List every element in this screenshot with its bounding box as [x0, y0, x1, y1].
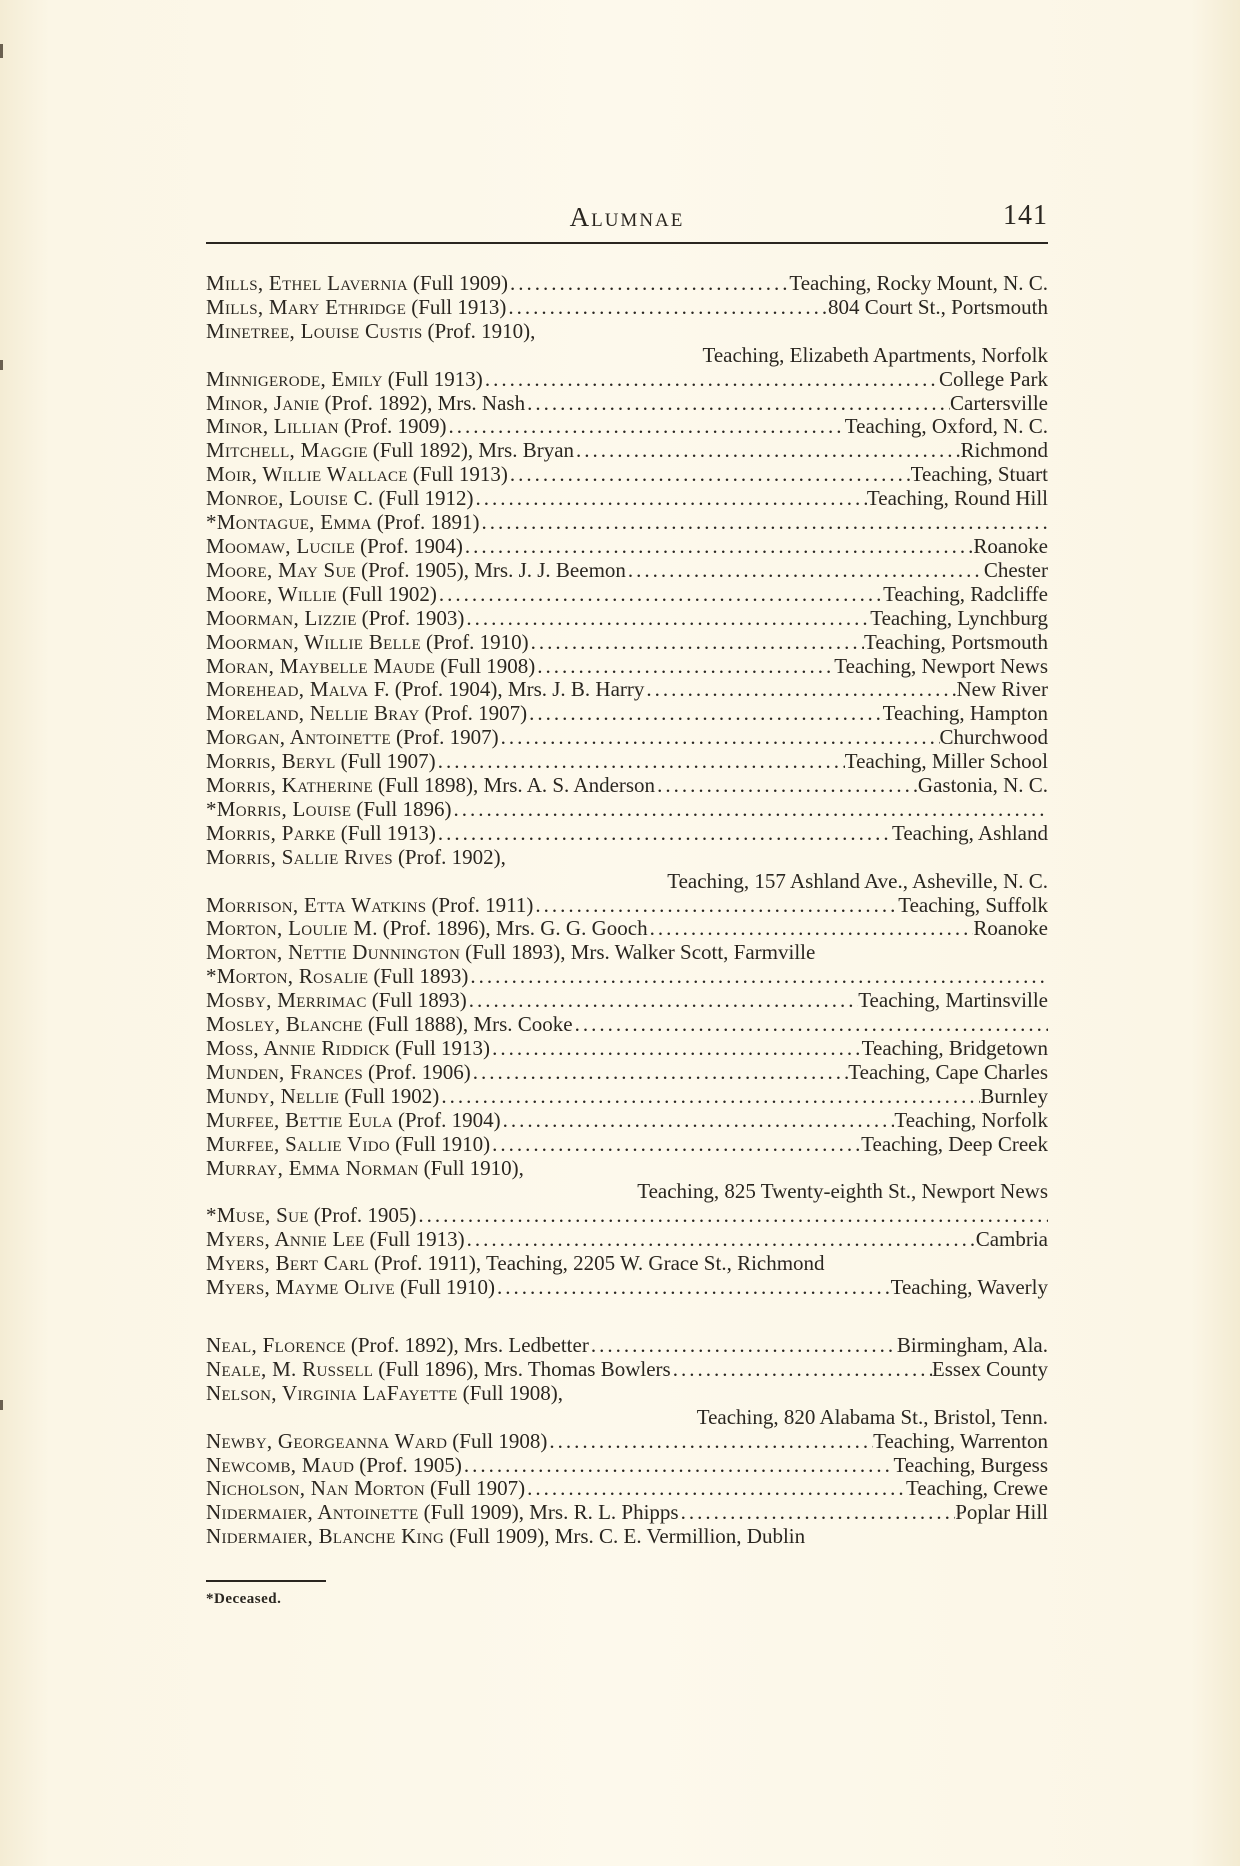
- entry-destination: Cartersville: [950, 391, 1048, 415]
- dot-leader: [451, 798, 1048, 822]
- entry-line: [206, 750, 1048, 774]
- entry-line: [206, 822, 1048, 846]
- list-item: [206, 774, 1048, 798]
- entry-info: (Prof. 1909): [343, 415, 447, 439]
- entry-line: [206, 392, 1048, 416]
- dot-leader: [574, 439, 960, 463]
- dot-leader: [436, 750, 845, 774]
- entry-line: [206, 1037, 1048, 1061]
- entry-name: Morris, Beryl: [206, 750, 336, 774]
- entry-line: [206, 368, 1048, 392]
- entry-destination: Teaching, Oxford, N. C.: [844, 415, 1048, 439]
- dot-leader: [529, 631, 864, 655]
- entry-info: (Full 1902): [344, 1084, 440, 1108]
- entry-line: [206, 1228, 1048, 1252]
- entry-info: (Full 1908),: [462, 1381, 563, 1405]
- list-item: [206, 368, 1048, 392]
- binding-mark: [0, 360, 3, 370]
- entry-info: (Full 1910): [399, 1276, 496, 1300]
- entry-name: Moorman, Lizzie: [206, 606, 357, 630]
- entry-info: (Prof. 1911): [431, 893, 534, 917]
- list-item: [206, 1252, 1048, 1276]
- list-item: [206, 1013, 1048, 1037]
- list-item: [206, 1477, 1048, 1501]
- list-item: [206, 989, 1048, 1013]
- entry-name: Neale, M. Russell: [206, 1357, 374, 1381]
- entry-info: (Full 1913): [412, 463, 508, 487]
- entry-line: [206, 1276, 1048, 1300]
- entry-destination: Teaching, Warrenton: [873, 1429, 1048, 1453]
- entry-line: [206, 1382, 1048, 1406]
- entry-name: Murray, Emma Norman: [206, 1156, 419, 1180]
- list-item: [206, 1085, 1048, 1109]
- entry-info: (Full 1913): [411, 295, 507, 319]
- entry-name: *Muse, Sue: [206, 1204, 309, 1228]
- entry-destination: Birmingham, Ala.: [896, 1333, 1048, 1357]
- entry-name: Munden, Frances: [206, 1060, 364, 1084]
- entry-line: [206, 1430, 1048, 1454]
- entry-info: (Prof. 1911), Teaching, 2205 W. Grace St., Richmond: [374, 1252, 825, 1276]
- entry-destination: Teaching, Suffolk: [898, 893, 1048, 917]
- entry-name: Nicholson, Nan Morton: [206, 1477, 426, 1501]
- list-item: [206, 1109, 1048, 1133]
- entry-name: Nidermaier, Antoinette: [206, 1501, 419, 1525]
- entry-line: [206, 702, 1048, 726]
- running-title: Alumnae: [569, 202, 685, 232]
- entry-info: (Full 1913): [369, 1228, 465, 1252]
- list-item: [206, 1382, 1048, 1430]
- list-item: [206, 439, 1048, 463]
- entry-line: [206, 583, 1048, 607]
- entry-name: Morton, Loulie M.: [206, 917, 378, 941]
- entry-name: Moreland, Nellie Bray: [206, 702, 420, 726]
- entry-info: (Full 1896): [356, 797, 452, 821]
- dot-leader: [501, 1109, 895, 1133]
- dot-leader: [479, 511, 1048, 535]
- entry-line: [206, 320, 1048, 344]
- entry-info: (Prof. 1903): [361, 606, 465, 630]
- entry-destination: Burnley: [980, 1084, 1048, 1108]
- alumnae-list: [206, 272, 1048, 1549]
- entry-destination: Teaching, Deep Creek: [861, 1132, 1048, 1156]
- entry-info: (Full 1893): [373, 965, 469, 989]
- list-item: [206, 631, 1048, 655]
- dot-leader: [506, 296, 828, 320]
- entry-info: (Prof. 1902),: [397, 845, 506, 869]
- list-item: [206, 1228, 1048, 1252]
- entry-name: Moomaw, Lucile: [206, 534, 356, 558]
- entry-continuation: Teaching, 820 Alabama St., Bristol, Tenn.: [696, 1404, 1048, 1429]
- entry-name: Myers, Annie Lee: [206, 1228, 365, 1252]
- entry-line: [206, 678, 1048, 702]
- list-item: [206, 559, 1048, 583]
- entry-destination: Teaching, Ashland: [892, 821, 1048, 845]
- list-item: [206, 702, 1048, 726]
- entry-name: Newby, Georgeanna Ward: [206, 1429, 448, 1453]
- list-item: [206, 1204, 1048, 1228]
- entry-name: Minor, Lillian: [206, 415, 339, 439]
- entry-info: (Full 1896), Mrs. Thomas Bowlers: [378, 1357, 671, 1381]
- list-item: [206, 463, 1048, 487]
- entry-destination: Chester: [983, 558, 1048, 582]
- dot-leader: [644, 678, 956, 702]
- entry-info: (Prof. 1904): [397, 1108, 501, 1132]
- entry-destination: New River: [956, 678, 1048, 702]
- entry-info: (Prof. 1892), Mrs. Nash: [324, 391, 526, 415]
- entry-line: [206, 1334, 1048, 1358]
- entry-destination: Teaching, Waverly: [890, 1276, 1048, 1300]
- entry-line: [206, 798, 1048, 822]
- entry-name: Moorman, Willie Belle: [206, 630, 421, 654]
- entry-destination: Roanoke: [973, 917, 1048, 941]
- entry-info: (Prof. 1904), Mrs. J. B. Harry: [394, 678, 645, 702]
- entry-line: [206, 1454, 1048, 1478]
- binding-mark: [0, 44, 3, 58]
- list-item: [206, 583, 1048, 607]
- page-header: [206, 198, 1048, 244]
- entry-line: [206, 607, 1048, 631]
- list-item: [206, 894, 1048, 918]
- entry-name: *Montague, Emma: [206, 511, 372, 535]
- dot-leader: [671, 1358, 932, 1382]
- list-item: [206, 965, 1048, 989]
- entry-destination: Teaching, Hampton: [882, 702, 1048, 726]
- section-gap: [206, 1300, 1048, 1334]
- list-item: [206, 678, 1048, 702]
- entry-destination: Teaching, Norfolk: [894, 1108, 1048, 1132]
- page-number: 141: [1003, 200, 1048, 231]
- list-item: [206, 415, 1048, 439]
- entry-name: Morris, Katherine: [206, 774, 373, 798]
- entry-destination: Teaching, Miller School: [844, 750, 1048, 774]
- entry-info: (Prof. 1907): [395, 726, 499, 750]
- list-item: [206, 822, 1048, 846]
- dot-leader: [436, 822, 892, 846]
- entry-destination: Churchwood: [939, 726, 1048, 750]
- entry-name: Morrison, Etta Watkins: [206, 893, 427, 917]
- entry-info: (Prof. 1910),: [427, 319, 536, 343]
- entry-destination: College Park: [938, 367, 1048, 391]
- dot-leader: [490, 1133, 861, 1157]
- list-item: [206, 1157, 1048, 1205]
- entry-info: (Full 1913): [394, 1037, 491, 1060]
- list-item: [206, 296, 1048, 320]
- entry-line: [206, 1109, 1048, 1133]
- footnote: *Deceased.: [206, 1591, 282, 1607]
- entry-name: Murfee, Bettie Eula: [206, 1108, 393, 1132]
- entry-info: (Full 1909), Mrs. C. E. Vermillion, Dublin: [449, 1525, 806, 1549]
- entry-info: (Prof. 1892), Mrs. Ledbetter: [350, 1333, 589, 1357]
- entry-line: [206, 439, 1048, 463]
- entry-info: (Full 1907): [340, 750, 436, 774]
- dot-leader: [573, 1013, 1048, 1037]
- entry-line: [206, 941, 1048, 965]
- entry-line: [206, 1501, 1048, 1525]
- entry-info: (Full 1893), Mrs. Walker Scott, Farmville: [465, 941, 816, 965]
- dot-leader: [508, 272, 789, 296]
- entry-info: (Full 1909), Mrs. R. L. Phipps: [423, 1501, 679, 1525]
- entry-name: Mosby, Merrimac: [206, 989, 367, 1013]
- entry-info: (Prof. 1891): [376, 511, 480, 535]
- entry-line: [206, 463, 1048, 487]
- list-item: [206, 1334, 1048, 1358]
- list-item: [206, 798, 1048, 822]
- entry-info: (Full 1913): [387, 367, 483, 391]
- entry-name: Myers, Bert Carl: [206, 1252, 370, 1276]
- entry-info: (Prof. 1905): [359, 1453, 462, 1477]
- entry-destination: Teaching, Lynchburg: [870, 606, 1048, 630]
- entry-line: [206, 846, 1048, 870]
- entry-line: [206, 965, 1048, 989]
- dot-leader: [499, 726, 940, 750]
- entry-info: (Full 1908): [440, 654, 536, 678]
- entry-name: Mills, Mary Ethridge: [206, 295, 407, 319]
- entry-destination: Teaching, Burgess: [893, 1453, 1048, 1477]
- entry-info: (Prof. 1906): [368, 1060, 471, 1084]
- entry-line: [206, 272, 1048, 296]
- entry-line: [206, 631, 1048, 655]
- dot-leader: [679, 1501, 956, 1525]
- list-item: [206, 272, 1048, 296]
- entry-destination: Teaching, Portsmouth: [863, 630, 1048, 654]
- dot-leader: [463, 535, 974, 559]
- dot-leader: [447, 415, 845, 439]
- entry-destination: Teaching, Cape Charles: [848, 1060, 1048, 1084]
- binding-mark: [0, 1400, 3, 1410]
- list-item: [206, 1037, 1048, 1061]
- dot-leader: [490, 1037, 862, 1061]
- list-item: [206, 750, 1048, 774]
- entry-line: [206, 487, 1048, 511]
- entry-destination: 804 Court St., Portsmouth: [828, 295, 1048, 319]
- dot-leader: [533, 894, 898, 918]
- entry-name: Monroe, Louise C.: [206, 487, 374, 511]
- entry-name: Murfee, Sallie Vido: [206, 1132, 391, 1156]
- entry-info: (Prof. 1905), Mrs. J. J. Beemon: [361, 558, 626, 582]
- entry-destination: Gastonia, N. C.: [917, 774, 1048, 798]
- entry-destination: Teaching, Crewe: [906, 1477, 1048, 1501]
- list-item: [206, 1430, 1048, 1454]
- entry-line: [206, 1085, 1048, 1109]
- entry-destination: Richmond: [960, 439, 1048, 463]
- entry-name: *Morton, Rosalie: [206, 965, 369, 989]
- entry-info: (Full 1888), Mrs. Cooke: [367, 1013, 573, 1037]
- entry-info: (Full 1902): [341, 582, 437, 606]
- entry-info: (Full 1907): [430, 1477, 526, 1501]
- dot-leader: [462, 1454, 894, 1478]
- list-item: [206, 726, 1048, 750]
- entry-line: [206, 1477, 1048, 1501]
- entry-destination: Cambria: [975, 1228, 1048, 1252]
- list-item: [206, 1358, 1048, 1382]
- entry-destination: Roanoke: [973, 534, 1048, 558]
- dot-leader: [464, 607, 870, 631]
- entry-info: (Full 1910): [395, 1132, 491, 1156]
- entry-name: Morton, Nettie Dunnington: [206, 941, 461, 965]
- dot-leader: [467, 989, 858, 1013]
- dot-leader: [471, 1061, 849, 1085]
- entry-info: (Prof. 1904): [360, 534, 463, 558]
- entry-name: Mitchell, Maggie: [206, 439, 368, 463]
- dot-leader: [648, 917, 974, 941]
- entry-line: [206, 1133, 1048, 1157]
- entry-line: [206, 655, 1048, 679]
- entry-info: (Full 1913): [340, 821, 436, 845]
- entry-destination: Teaching, Newport News: [834, 654, 1048, 678]
- entry-line: [206, 1013, 1048, 1037]
- entry-line: [206, 1358, 1048, 1382]
- list-item: [206, 607, 1048, 631]
- dot-leader: [547, 1430, 873, 1454]
- entry-info: (Full 1908): [452, 1429, 548, 1453]
- dot-leader: [508, 463, 911, 487]
- entry-line: [206, 774, 1048, 798]
- list-item: [206, 917, 1048, 941]
- entry-name: Newcomb, Maud: [206, 1453, 355, 1477]
- entry-line: [206, 726, 1048, 750]
- entry-line: [206, 511, 1048, 535]
- dot-leader: [535, 655, 834, 679]
- entry-name: Mundy, Nellie: [206, 1084, 340, 1108]
- dot-leader: [589, 1334, 897, 1358]
- entry-continuation: Teaching, 157 Ashland Ave., Asheville, N. C.: [667, 868, 1048, 893]
- dot-leader: [439, 1085, 980, 1109]
- entry-info: (Full 1909): [412, 272, 509, 295]
- entry-destination: Essex County: [931, 1357, 1048, 1381]
- dot-leader: [483, 368, 939, 392]
- entry-name: Nidermaier, Blanche King: [206, 1525, 445, 1549]
- entry-info: (Full 1898), Mrs. A. S. Anderson: [377, 774, 656, 798]
- dot-leader: [525, 1477, 906, 1501]
- list-item: [206, 1501, 1048, 1525]
- entry-destination: Poplar Hill: [955, 1501, 1048, 1525]
- entry-info: (Full 1910),: [423, 1156, 524, 1180]
- entry-info: (Prof. 1905): [313, 1204, 417, 1228]
- list-item: [206, 655, 1048, 679]
- entry-name: Morehead, Malva F.: [206, 678, 390, 702]
- entry-line: [206, 1204, 1048, 1228]
- entry-destination: Teaching, Bridgetown: [861, 1037, 1048, 1060]
- entry-name: Myers, Mayme Olive: [206, 1276, 395, 1300]
- entry-name: Mosley, Blanche: [206, 1013, 363, 1037]
- entry-info: (Full 1892), Mrs. Bryan: [372, 439, 575, 463]
- entry-name: Morris, Sallie Rives: [206, 845, 393, 869]
- entry-name: Moran, Maybelle Maude: [206, 654, 436, 678]
- entry-destination: Teaching, Stuart: [910, 463, 1048, 487]
- dot-leader: [495, 1276, 891, 1300]
- entry-name: *Morris, Louise: [206, 797, 352, 821]
- entry-destination: Teaching, Rocky Mount, N. C.: [789, 272, 1048, 295]
- list-item: [206, 392, 1048, 416]
- entry-info: (Prof. 1907): [424, 702, 528, 726]
- list-item: [206, 535, 1048, 559]
- list-item: [206, 941, 1048, 965]
- entry-continuation: Teaching, 825 Twenty-eighth St., Newport News: [637, 1179, 1048, 1204]
- list-item: [206, 511, 1048, 535]
- dot-leader: [468, 965, 1048, 989]
- entry-info: (Full 1912): [378, 487, 474, 511]
- entry-destination: Teaching, Martinsville: [858, 989, 1048, 1013]
- entry-line: [206, 1252, 1048, 1276]
- list-item: [206, 846, 1048, 894]
- dot-leader: [655, 774, 918, 798]
- dot-leader: [437, 583, 883, 607]
- list-item: [206, 1133, 1048, 1157]
- entry-destination: Teaching, Round Hill: [866, 487, 1048, 511]
- entry-name: Minetree, Louise Custis: [206, 319, 423, 343]
- entry-name: Minor, Janie: [206, 391, 320, 415]
- list-item: [206, 1061, 1048, 1085]
- entry-name: Moir, Willie Wallace: [206, 463, 408, 487]
- entry-name: Mills, Ethel Lavernia: [206, 272, 408, 295]
- list-item: [206, 320, 1048, 368]
- entry-line: [206, 1157, 1048, 1181]
- entry-name: Neal, Florence: [206, 1333, 346, 1357]
- list-item: [206, 1454, 1048, 1478]
- entry-line: [206, 559, 1048, 583]
- entry-name: Morgan, Antoinette: [206, 726, 391, 750]
- entry-name: Moore, May Sue: [206, 558, 357, 582]
- entry-line: [206, 415, 1048, 439]
- dot-leader: [525, 392, 950, 416]
- entry-line: [206, 894, 1048, 918]
- list-item: [206, 1525, 1048, 1549]
- entry-line: [206, 989, 1048, 1013]
- list-item: [206, 487, 1048, 511]
- entry-name: Minnigerode, Emily: [206, 367, 383, 391]
- entry-info: (Full 1893): [371, 989, 467, 1013]
- footnote-rule: [206, 1580, 326, 1582]
- entry-info: (Prof. 1910): [425, 630, 529, 654]
- entry-line: [206, 535, 1048, 559]
- entry-destination: Teaching, Radcliffe: [883, 582, 1048, 606]
- entry-name: Moore, Willie: [206, 582, 337, 606]
- dot-leader: [416, 1204, 1048, 1228]
- entry-line: [206, 296, 1048, 320]
- entry-name: Nelson, Virginia LaFayette: [206, 1381, 458, 1405]
- entry-name: Morris, Parke: [206, 821, 336, 845]
- entry-line: [206, 1061, 1048, 1085]
- list-item: [206, 1276, 1048, 1300]
- dot-leader: [527, 702, 883, 726]
- entry-continuation: Teaching, Elizabeth Apartments, Norfolk: [702, 342, 1048, 367]
- dot-leader: [474, 487, 867, 511]
- dot-leader: [626, 559, 984, 583]
- entry-line: [206, 917, 1048, 941]
- dot-leader: [465, 1228, 976, 1252]
- entry-name: Moss, Annie Riddick: [206, 1037, 390, 1060]
- entry-info: (Prof. 1896), Mrs. G. G. Gooch: [382, 917, 648, 941]
- entry-line: [206, 1525, 1048, 1549]
